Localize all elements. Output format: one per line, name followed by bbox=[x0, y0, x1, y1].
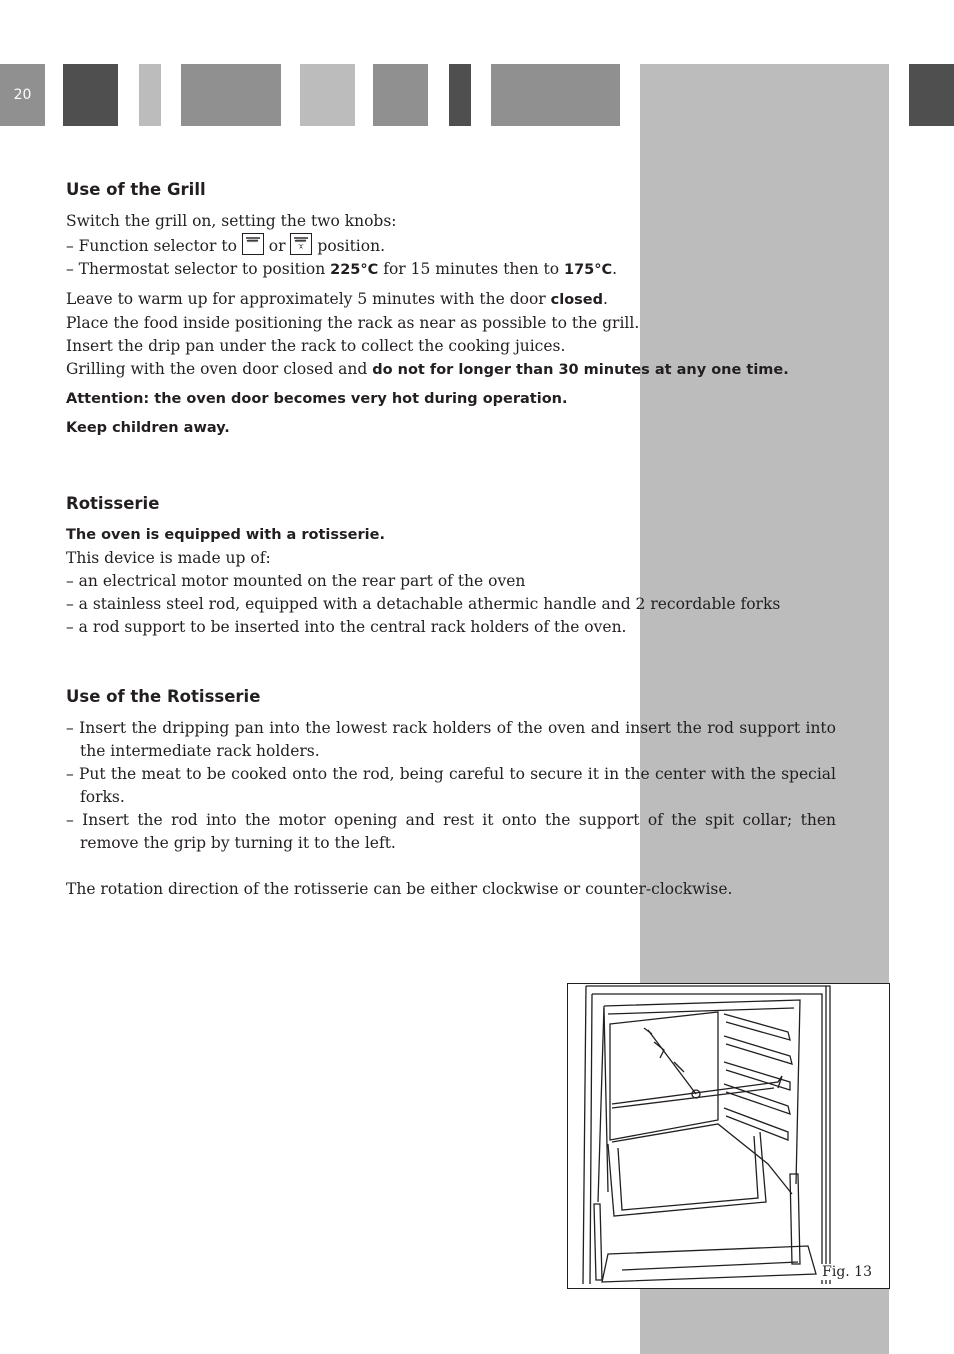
thermo-mid: for 15 minutes then to bbox=[383, 260, 560, 278]
grill-thermostat-line bbox=[66, 258, 836, 282]
grill-func-suffix: position. bbox=[317, 237, 385, 255]
grill-fan-symbol-icon bbox=[290, 233, 312, 255]
header-block-6 bbox=[449, 64, 471, 126]
grill-func-or: or bbox=[268, 237, 286, 255]
grill-intro: Switch the grill on, setting the two knobs: bbox=[66, 212, 397, 230]
list-item: – a rod support to be inserted into the central rack holders of the oven. bbox=[66, 618, 627, 636]
warm-end: . bbox=[603, 290, 608, 308]
header-block-7 bbox=[491, 64, 620, 126]
list-item: – a stainless steel rod, equipped with a detachable athermic handle and 2 recordable forks bbox=[66, 595, 781, 613]
oven-rotisserie-illustration bbox=[568, 984, 889, 1288]
thermo-prefix: – Thermostat selector to position bbox=[66, 260, 326, 278]
rotisserie-made-of: This device is made up of: bbox=[66, 549, 271, 567]
figure-oven-rotisserie bbox=[567, 983, 890, 1289]
header-block-3 bbox=[181, 64, 281, 126]
thermo-temp-2: 175°C bbox=[564, 262, 613, 278]
section-title-grill: Use of the Grill bbox=[66, 180, 206, 199]
header-block-4 bbox=[300, 64, 355, 126]
header-block-8 bbox=[909, 64, 954, 126]
header-block-2 bbox=[139, 64, 161, 126]
grill-warm-line bbox=[66, 288, 836, 312]
grill-symbol-icon bbox=[242, 233, 264, 255]
figure-label: Fig. 13 bbox=[822, 1264, 872, 1280]
warm-prefix: Leave to warm up for approximately 5 minutes with the door bbox=[66, 290, 546, 308]
list-item: – Insert the dripping pan into the lowest rack holders of the oven and insert the rod support into the intermediate rack holders. bbox=[66, 719, 836, 760]
section-title-use-rotisserie: Use of the Rotisserie bbox=[66, 687, 261, 706]
grill-children-warning: Keep children away. bbox=[66, 420, 230, 436]
main-content bbox=[66, 176, 836, 901]
closed-prefix: Grilling with the oven door closed and bbox=[66, 360, 368, 378]
grill-insert-line: Insert the drip pan under the rack to collect the cooking juices. bbox=[66, 337, 566, 355]
list-item: – an electrical motor mounted on the rear part of the oven bbox=[66, 572, 526, 590]
grill-attention: Attention: the oven door becomes very hot during operation. bbox=[66, 391, 568, 407]
list-item: – Put the meat to be cooked onto the rod, being careful to secure it in the center with the special forks. bbox=[66, 765, 836, 806]
grill-function-line bbox=[66, 233, 836, 258]
rotisserie-equipped: The oven is equipped with a rotisserie. bbox=[66, 527, 385, 543]
header-block-1 bbox=[63, 64, 118, 126]
list-item: – Insert the rod into the motor opening and rest it onto the support of the spit collar; then remove the grip by turning it to the left. bbox=[66, 811, 836, 852]
rotation-note: The rotation direction of the rotisserie can be either clockwise or counter-clockwise. bbox=[66, 880, 733, 898]
thermo-end: . bbox=[612, 260, 618, 278]
closed-bold: do not for longer than 30 minutes at any one time. bbox=[372, 362, 789, 378]
page-number: 20 bbox=[0, 64, 45, 126]
thermo-temp-1: 225°C bbox=[330, 262, 379, 278]
warm-bold: closed bbox=[550, 292, 604, 308]
grill-place-line: Place the food inside positioning the rack as near as possible to the grill. bbox=[66, 314, 640, 332]
section-title-rotisserie: Rotisserie bbox=[66, 494, 160, 513]
header-block-5 bbox=[373, 64, 428, 126]
grill-closed-line bbox=[66, 358, 836, 382]
grill-func-prefix: – Function selector to bbox=[66, 237, 237, 255]
